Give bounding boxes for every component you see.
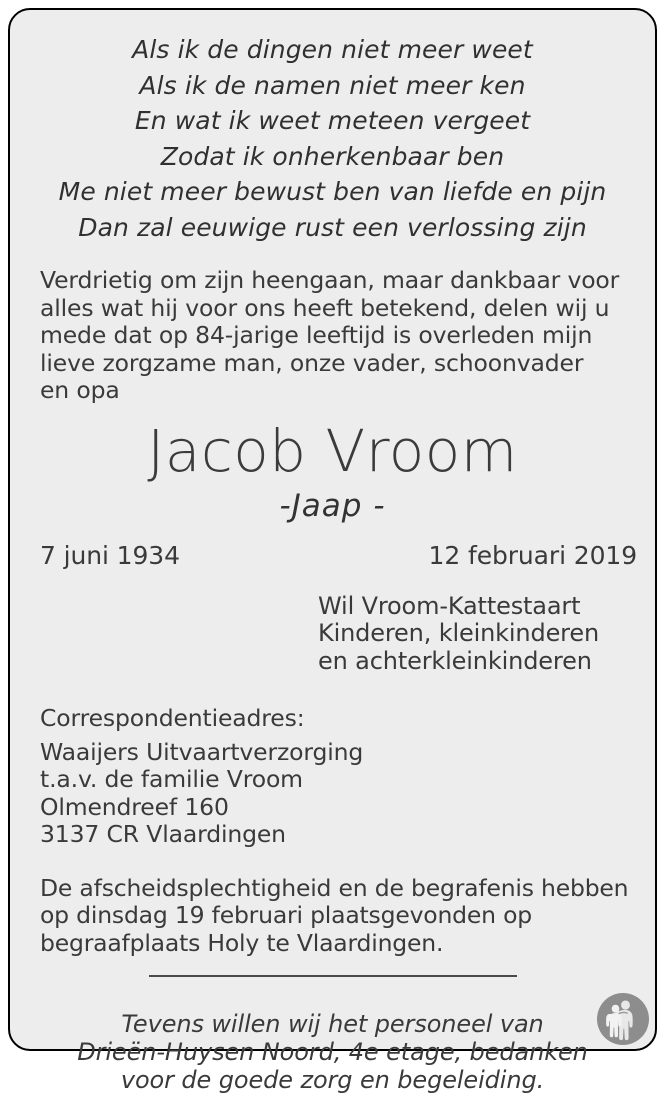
announcement-line: Verdrietig om zijn heengaan, maar dankbaar voor [40, 266, 620, 294]
birth-date: 7 juni 1934 [40, 540, 180, 570]
poem-line: En wat ik weet meteen vergeet [134, 106, 531, 135]
section-divider [149, 975, 517, 977]
two-figures-embrace-icon [595, 991, 651, 1047]
thanks-line: voor de goede zorg en begeleiding. [120, 1066, 545, 1094]
announcement-line: en opa [40, 376, 120, 404]
poem-line: Dan zal eeuwige rust een verlossing zijn [78, 212, 587, 242]
death-date: 12 februari 2019 [428, 540, 637, 570]
death-notice-card [8, 8, 657, 1094]
thanks-message [10, 994, 655, 1094]
thanks-line: Tevens willen wij het personeel van [121, 1010, 544, 1038]
address-line: Olmendreef 160 [40, 792, 229, 821]
poem-line: Als ik de dingen niet meer weet [132, 35, 533, 64]
address-line: Waaijers Uitvaartverzorging [40, 737, 364, 766]
deceased-nickname: -Jaap - [279, 487, 386, 524]
memorial-poem [10, 10, 655, 245]
announcement-line: mede dat op 84-jarige leeftijd is overleden mijn [40, 321, 593, 349]
poem-line: Als ik de namen niet meer ken [139, 70, 526, 100]
surviving-family [10, 571, 655, 676]
family-line: en achterkleinkinderen [318, 646, 592, 675]
announcement-line: alles wat hij voor ons heeft betekend, delen wij u [40, 293, 610, 322]
address-line: 3137 CR Vlaardingen [40, 820, 286, 848]
family-line: Kinderen, kleinkinderen [318, 619, 600, 647]
deceased-name: Jacob Vroom [147, 416, 518, 485]
poem-line: Me niet meer bewust ben van liefde en pijn [58, 177, 607, 206]
address-heading: Correspondentieadres: [40, 704, 305, 732]
section-divider-wrap [10, 957, 655, 994]
thanks-line: Drieën-Huysen Noord, 4e etage, bedanken [77, 1038, 588, 1066]
funeral-line: begraafplaats Holy te Vlaardingen. [40, 928, 444, 957]
funeral-line: op dinsdag 19 februari plaatsgevonden op [40, 901, 532, 929]
announcement-text [10, 245, 655, 405]
funeral-details [10, 849, 655, 958]
funeral-line: De afscheidsplechtigheid en de begrafenis hebben [40, 873, 629, 902]
life-dates [10, 525, 655, 571]
poem-line: Zodat ik onherkenbaar ben [160, 141, 505, 171]
family-line: Wil Vroom-Kattestaart [318, 591, 581, 620]
correspondence-address [10, 675, 655, 849]
announcement-line: lieve zorgzame man, onze vader, schoonvader [40, 348, 584, 377]
address-line: t.a.v. de familie Vroom [40, 765, 303, 793]
